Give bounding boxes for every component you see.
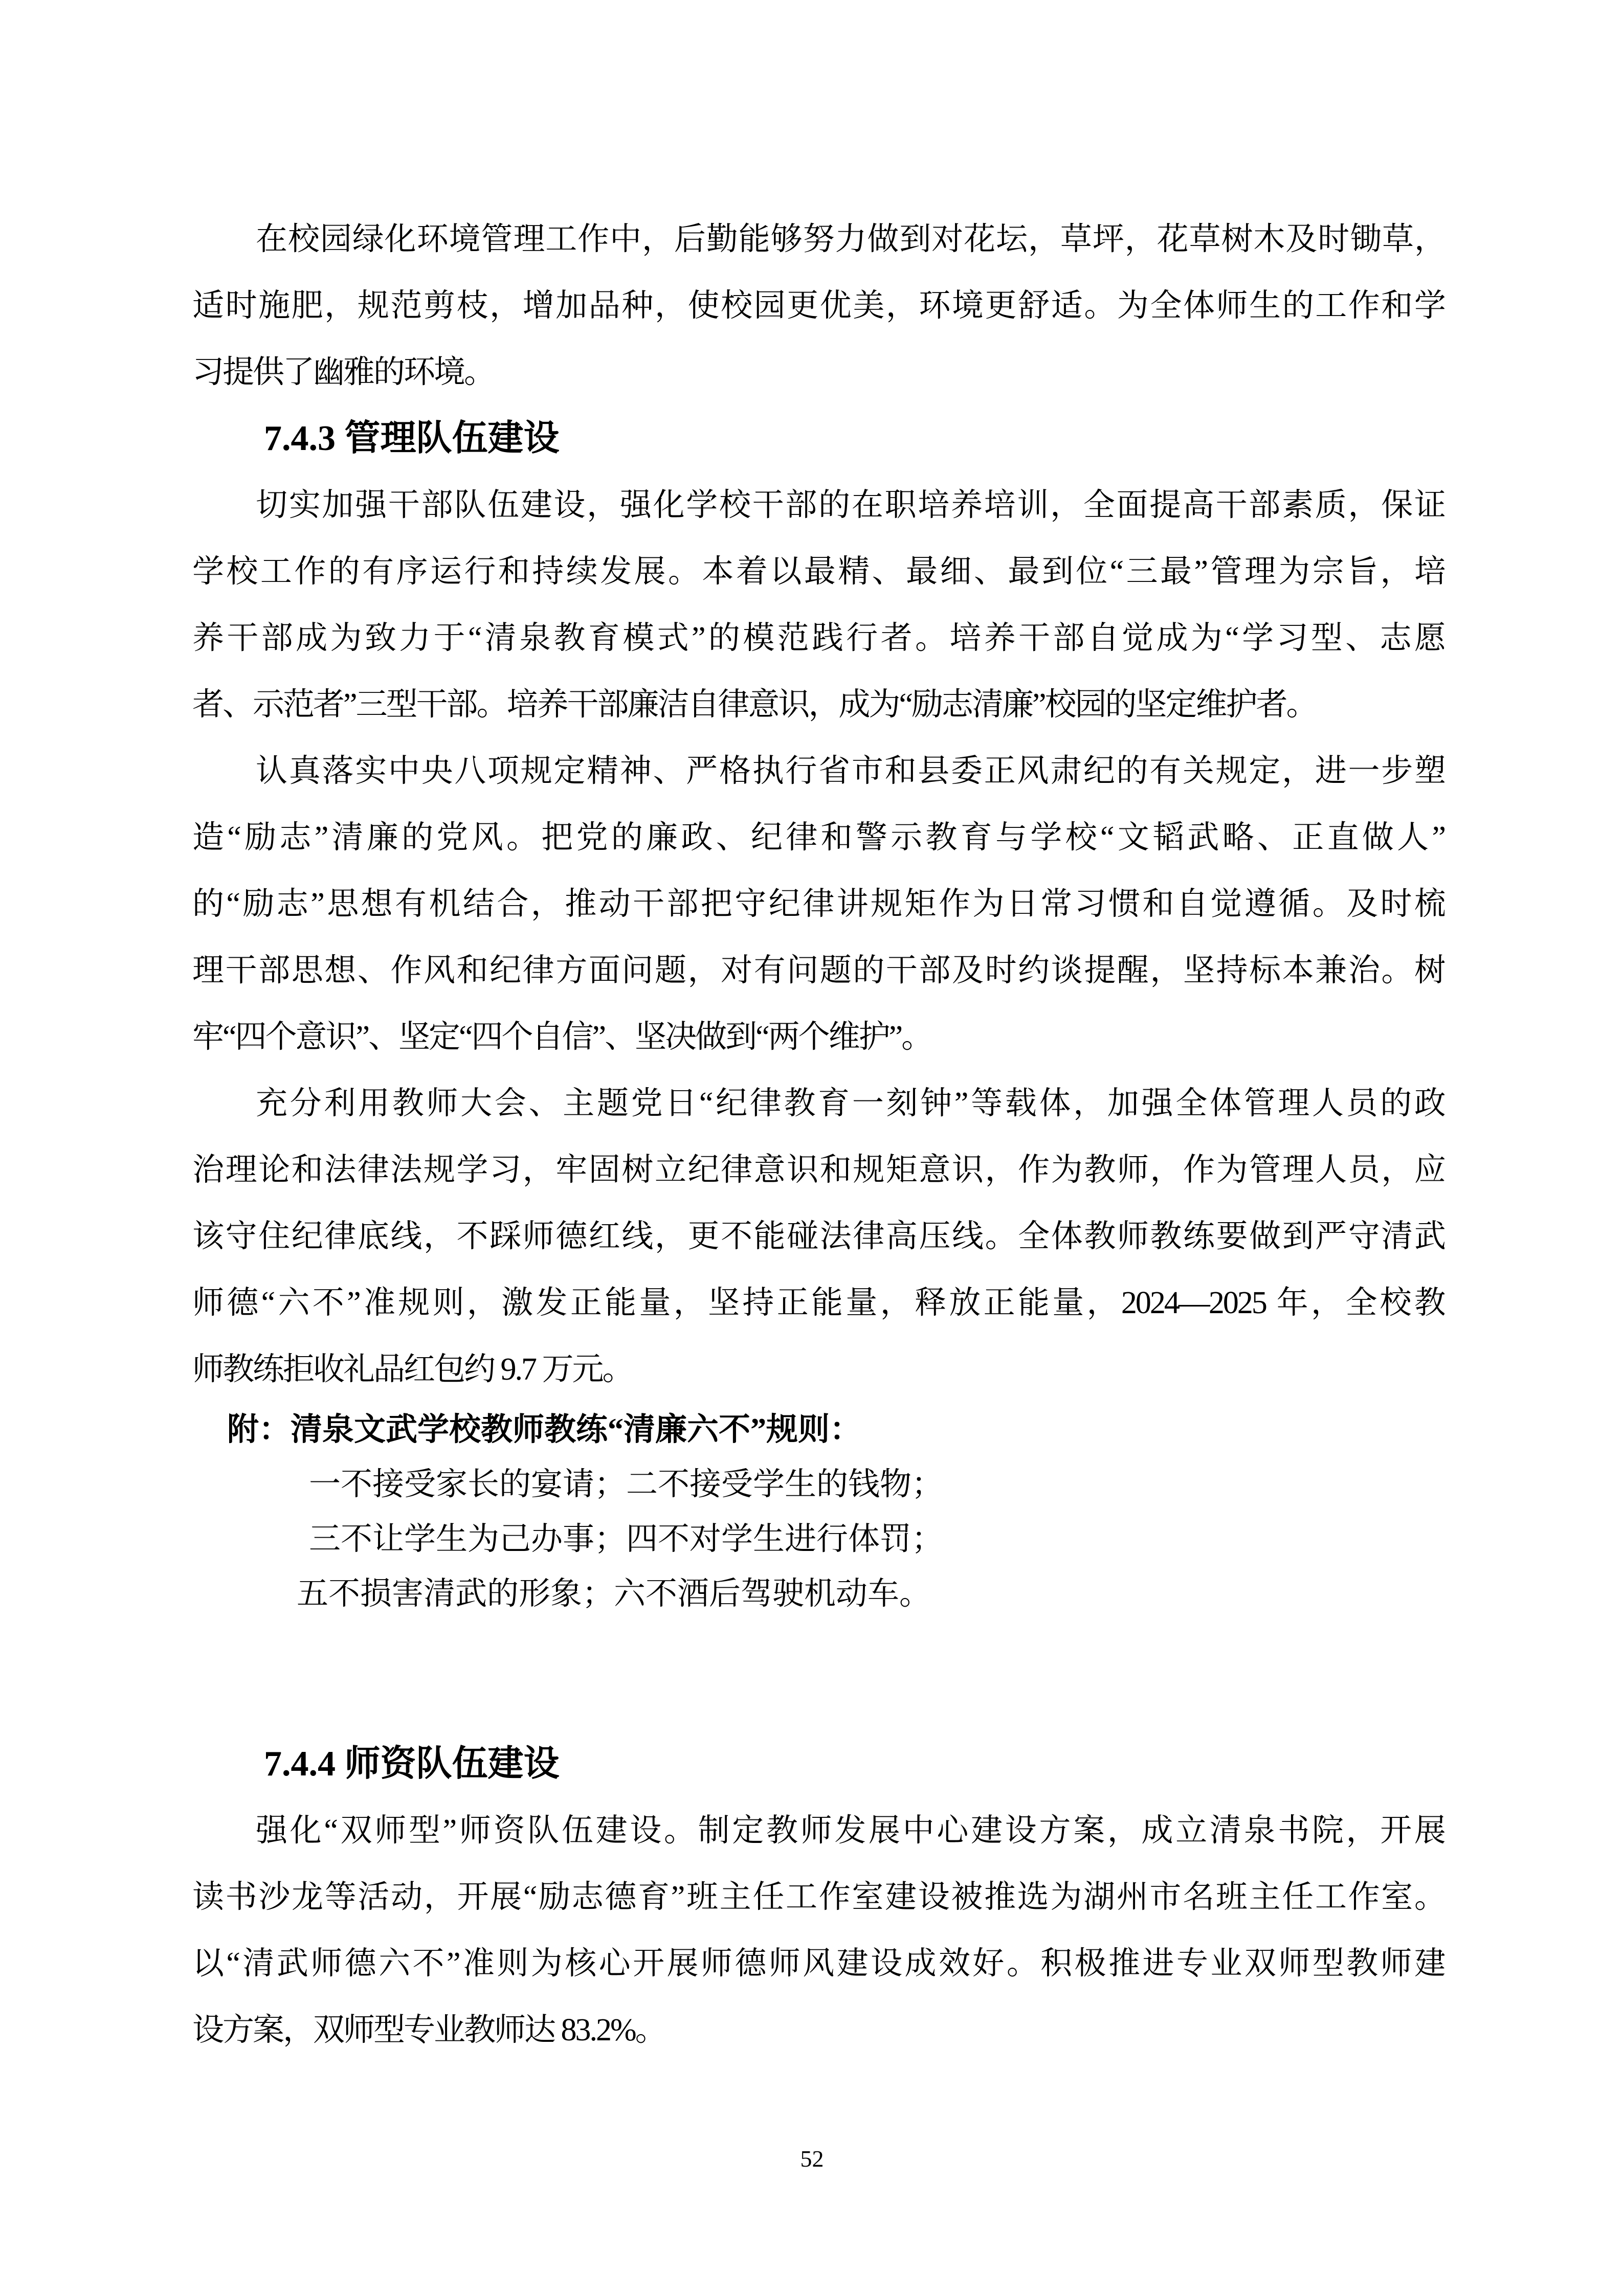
annex-title: 附：清泉文武学校教师教练“清廉六不”规则： <box>227 1412 862 1447</box>
page-content <box>192 206 1444 2063</box>
text-line: 设方案，双师型专业教师达 83.2%。 <box>192 2013 665 2047</box>
text-line: 师德“六不”准规则，激发正能量，坚持正能量，释放正能量，2024—2025 年，全校教 <box>192 1286 1444 1320</box>
annex-rule: 三不让学生为己办事；四不对学生进行体罚； <box>309 1522 944 1557</box>
text-line: 牢“四个意识”、坚定“四个自信”、坚决做到“两个维护”。 <box>192 1020 932 1054</box>
text-line: 理干部思想、作风和纪律方面问题，对有问题的干部及时约谈提醒，坚持标本兼治。树 <box>192 953 1444 988</box>
paragraph-cadre-team <box>192 472 1444 738</box>
text-line: 认真落实中央八项规定精神、严格执行省市和县委正风肃纪的有关规定，进一步塑 <box>256 754 1444 789</box>
paragraph-party-discipline <box>192 738 1444 1070</box>
text-line: 学校工作的有序运行和持续发展。本着以最精、最细、最到位“三最”管理为宗旨，培 <box>192 554 1444 589</box>
text-line: 师教练拒收礼品红包约 9.7 万元。 <box>192 1352 633 1387</box>
text-line: 者、示范者”三型干部。培养干部廉洁自律意识，成为“励志清廉”校园的坚定维护者。 <box>192 687 1317 722</box>
text-line: 造“励志”清廉的党风。把党的廉政、纪律和警示教育与学校“文韬武略、正直做人” <box>192 820 1444 855</box>
text-line: 以“清武师德六不”准则为核心开展师德师风建设成效好。积极推进专业双师型教师建 <box>192 1946 1444 1981</box>
section-heading-744: 7.4.4 师资队伍建设 <box>264 1744 560 1784</box>
text-line: 适时施肥，规范剪枝，增加品种，使校园更优美，环境更舒适。为全体师生的工作和学 <box>192 288 1444 323</box>
text-line: 该守住纪律底线，不踩师德红线，更不能碰法律高压线。全体教师教练要做到严守清武 <box>192 1219 1444 1254</box>
paragraph-teacher-team <box>192 1797 1444 2063</box>
section-heading-743: 7.4.3 管理队伍建设 <box>264 419 560 458</box>
page-number: 52 <box>800 2146 824 2172</box>
text-line: 养干部成为致力于“清泉教育模式”的模范践行者。培养干部自觉成为“学习型、志愿 <box>192 621 1444 656</box>
text-line: 充分利用教师大会、主题党日“纪律教育一刻钟”等载体，加强全体管理人员的政 <box>256 1086 1444 1121</box>
text-line: 的“励志”思想有机结合，推动干部把守纪律讲规矩作为日常习惯和自觉遵循。及时梳 <box>192 887 1444 921</box>
annex-rule: 五不损害清武的形象；六不酒后驾驶机动车。 <box>297 1577 931 1611</box>
text-line: 强化“双师型”师资队伍建设。制定教师发展中心建设方案，成立清泉书院，开展 <box>256 1813 1444 1848</box>
paragraph-campus-greening <box>192 206 1444 406</box>
text-line: 切实加强干部队伍建设，强化学校干部的在职培养培训，全面提高干部素质，保证 <box>256 488 1444 523</box>
text-line: 在校园绿化环境管理工作中，后勤能够努力做到对花坛，草坪，花草树木及时锄草， <box>256 222 1444 257</box>
text-line: 习提供了幽雅的环境。 <box>192 355 495 390</box>
annex-rule: 一不接受家长的宴请；二不接受学生的钱物； <box>309 1467 944 1502</box>
text-line: 读书沙龙等活动，开展“励志德育”班主任工作室建设被推选为湖州市名班主任工作室。 <box>192 1880 1444 1915</box>
paragraph-teacher-discipline <box>192 1070 1444 1403</box>
annex-six-rules <box>192 1403 1444 1622</box>
text-line: 治理论和法律法规学习，牢固树立纪律意识和规矩意识，作为教师，作为管理人员，应 <box>192 1153 1444 1187</box>
